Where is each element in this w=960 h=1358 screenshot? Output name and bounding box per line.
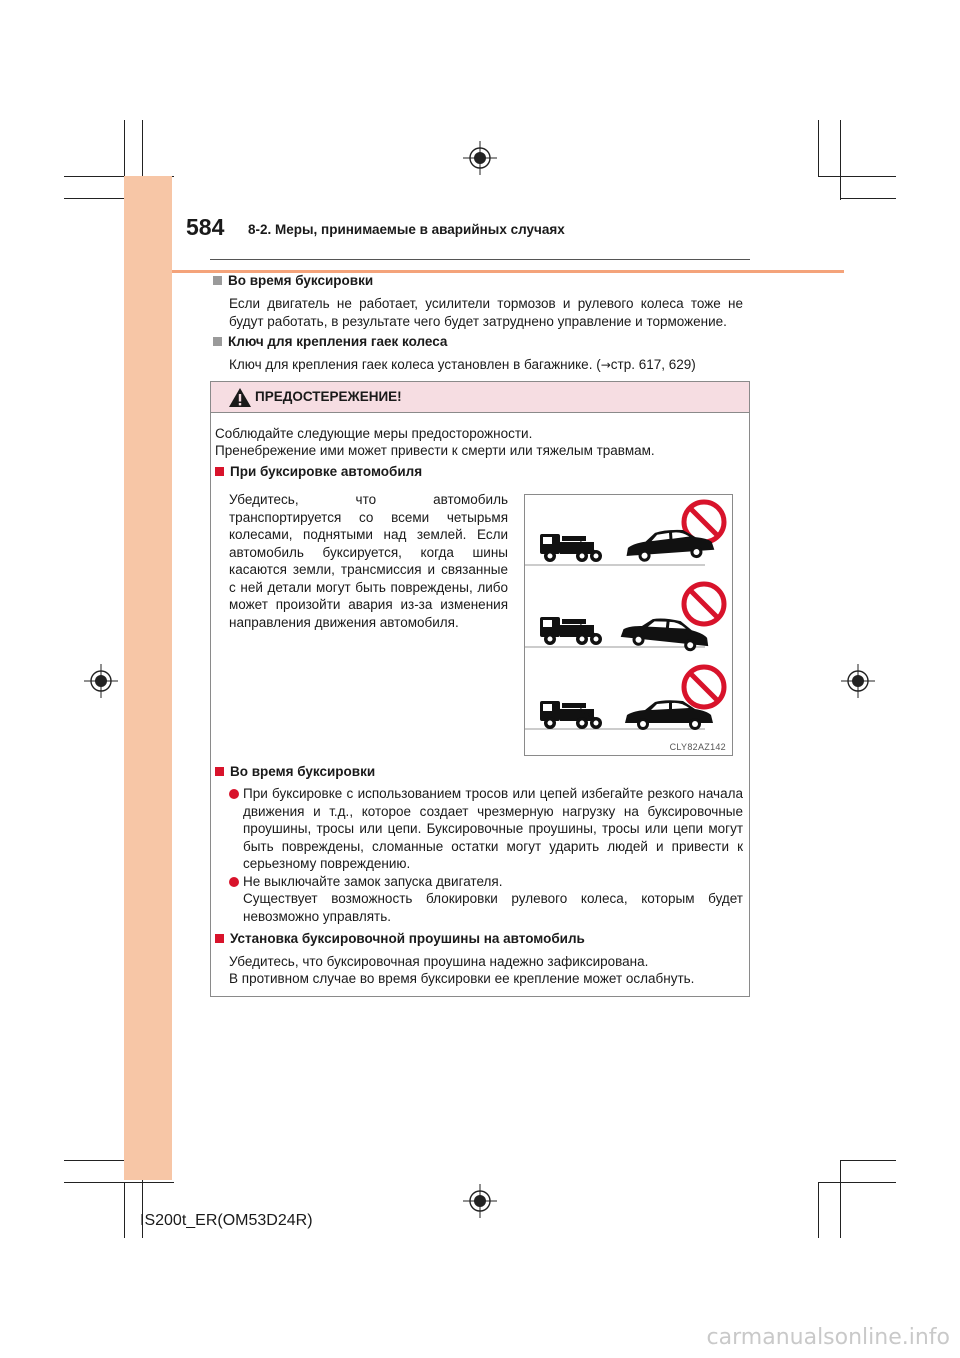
arrow-right-icon: → [600, 358, 611, 372]
during-towing-heading: Во время буксировки [215, 764, 375, 779]
caution-title: ПРЕДОСТЕРЕЖЕНИЕ! [255, 389, 402, 404]
section-title: 8-2. Меры, принимаемые в аварийных случаях [248, 222, 565, 237]
warning-triangle-icon [228, 387, 252, 408]
square-bullet-icon [215, 467, 224, 476]
image-code: CLY82AZ142 [669, 742, 726, 752]
registration-mark-icon [463, 141, 497, 175]
caution-intro-line1: Соблюдайте следующие меры предосторожности. [215, 426, 533, 441]
crop-mark [124, 120, 125, 176]
crop-mark [64, 1182, 174, 1183]
towing-bullet-1: При буксировке с использованием тросов или цепей избегайте резкого начала движения и т.д., которое создает чрезмерную нагрузку на буксировочные проушины, тросы или цепи. Буксировочные проушины, тросы или цепи могут быть повреждены, сломанные остатки могут ударить людей и привести к серьезному повреждению. [243, 786, 743, 871]
square-bullet-icon [213, 337, 222, 346]
caution-intro-line2: Пренебрежение ими может привести к смерти или тяжелым травмам. [215, 443, 655, 458]
crop-mark [818, 1182, 896, 1183]
tow-eyelet-heading: Установка буксировочной проушины на автомобиль [215, 931, 585, 946]
round-bullet-icon [229, 789, 239, 799]
crop-mark [840, 198, 896, 199]
caution-header [211, 382, 749, 413]
towing-illustration [524, 494, 733, 756]
tow-truck-diagram [525, 495, 732, 755]
towing-bullet-2-line2: Существует возможность блокировки рулевого колеса, которым будет невозможно управлять. [243, 891, 743, 924]
crop-mark [124, 1182, 125, 1238]
crop-mark [840, 120, 841, 200]
square-bullet-icon [213, 276, 222, 285]
crop-mark [818, 120, 819, 176]
crop-mark [840, 1160, 841, 1238]
towing-bullet-2-line1: Не выключайте замок запуска двигателя. [243, 874, 503, 889]
crop-mark [818, 176, 896, 177]
registration-mark-icon [84, 664, 118, 698]
round-bullet-icon [229, 877, 239, 887]
wrench-heading: Ключ для крепления гаек колеса [213, 334, 447, 349]
registration-mark-icon [841, 664, 875, 698]
chapter-side-tab [124, 176, 172, 1180]
page-number: 584 [186, 214, 225, 240]
towing-vehicle-text: Убедитесь, что автомобиль транспортируется со всеми четырьмя колесами, поднятыми над землей. Если автомобиль буксируется, когда шины касаются земли, трансмиссия и связанные с ней детали могут быть повреждены, либо может произойти авария из-за изменения направления движения автомобиля. [229, 492, 508, 630]
square-bullet-icon [215, 767, 224, 776]
footer-document-code: IS200t_ER(OM53D24R) [140, 1212, 313, 1229]
crop-mark [840, 1160, 896, 1161]
towing-vehicle-heading: При буксировке автомобиля [215, 464, 422, 479]
page-reference-link[interactable]: стр. 617, 629) [610, 357, 696, 372]
towing-heading: Во время буксировки [213, 273, 373, 288]
divider [210, 259, 750, 260]
crop-mark [818, 1182, 819, 1238]
tow-eyelet-line2: В противном случае во время буксировки ее крепление может ослабнуть. [229, 971, 695, 986]
wrench-text: Ключ для крепления гаек колеса установлен в багажнике. (→стр. 617, 629) [229, 357, 696, 372]
registration-mark-icon [463, 1184, 497, 1218]
towing-text: Если двигатель не работает, усилители тормозов и рулевого колеса тоже не будут работать, в результате чего будет затруднено управление и торможение. [229, 296, 743, 329]
square-bullet-icon [215, 934, 224, 943]
tow-eyelet-line1: Убедитесь, что буксировочная проушина надежно зафиксирована. [229, 954, 649, 969]
watermark: carmanualsonline.info [706, 1325, 950, 1350]
